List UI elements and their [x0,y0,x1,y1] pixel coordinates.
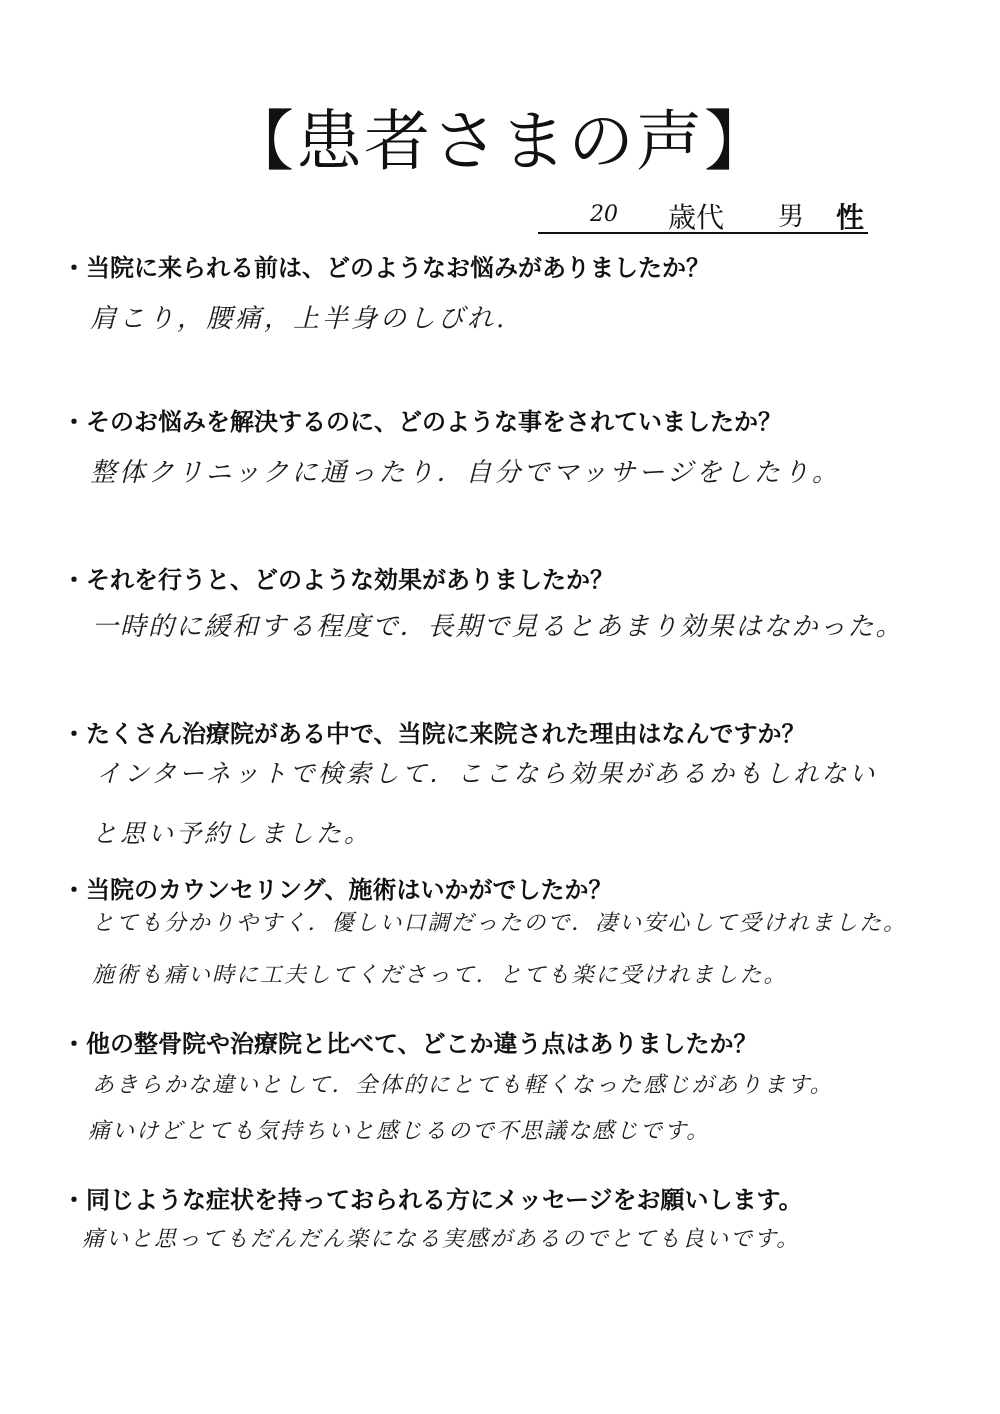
bullet: ・ [62,876,86,904]
answer-3-line-1: 一時的に緩和する程度で．長期で見るとあまり効果はなかった。 [92,612,904,642]
bullet: ・ [62,1186,86,1214]
question-3 [62,560,614,595]
respondent-info [538,196,868,234]
answer-1-line-1: 肩こり，腰痛，上半身のしびれ. [90,304,508,334]
question-text: 当院に来られる前は、どのようなお悩みがありましたか？ [86,254,710,282]
question-text: たくさん治療院がある中で、当院に来院された理由はなんですか？ [86,720,806,748]
question-7 [62,1180,803,1215]
answer-5-line-1: とても分かりやすく．優しい口調だったので．凄い安心して受けれました。 [92,911,908,936]
bullet: ・ [62,1030,86,1058]
question-4 [62,714,806,749]
question-text: 他の整骨院や治療院と比べて、どこか違う点はありましたか？ [86,1030,758,1058]
question-2 [62,402,782,437]
question-6 [62,1024,758,1059]
answer-7-line-1: 痛いと思ってもだんだん楽になる実感があるのでとても良いです。 [82,1227,801,1252]
answer-6-line-2: 痛いけどとても気持ちいと感じるので不思議な感じです。 [88,1119,711,1144]
bullet: ・ [62,720,86,748]
answer-4-line-2: と思い予約しました。 [92,819,373,848]
page-title: 【患者さまの声】 [228,103,772,180]
question-text: 同じような症状を持っておられる方にメッセージをお願いします。 [86,1186,803,1214]
question-text: 当院のカウンセリング、施術はいかがでしたか？ [86,876,613,904]
question-5 [62,870,613,905]
bullet: ・ [62,254,86,282]
question-text: それを行うと、どのような効果がありましたか？ [86,566,614,594]
bullet: ・ [62,566,86,594]
answer-4-line-1: インターネットで検索して．ここなら効果があるかもしれない [96,759,878,788]
respondent-gender-2: 性 [836,201,865,234]
answer-2-line-1: 整体クリニックに通ったり．自分でマッサージをしたり。 [90,458,841,488]
question-text: そのお悩みを解決するのに、どのような事をされていましたか？ [86,408,782,436]
answer-6-line-1: あきらかな違いとして．全体的にとても軽くなった感じがあります。 [92,1073,834,1098]
respondent-gender-1: 男 [778,202,805,232]
answer-5-line-2: 施術も痛い時に工夫してくださって．とても楽に受けれました。 [92,963,788,988]
respondent-age-label: 歳代 [668,201,725,234]
bullet: ・ [62,408,86,436]
respondent-age: 20 [590,202,618,227]
question-1 [62,248,710,283]
